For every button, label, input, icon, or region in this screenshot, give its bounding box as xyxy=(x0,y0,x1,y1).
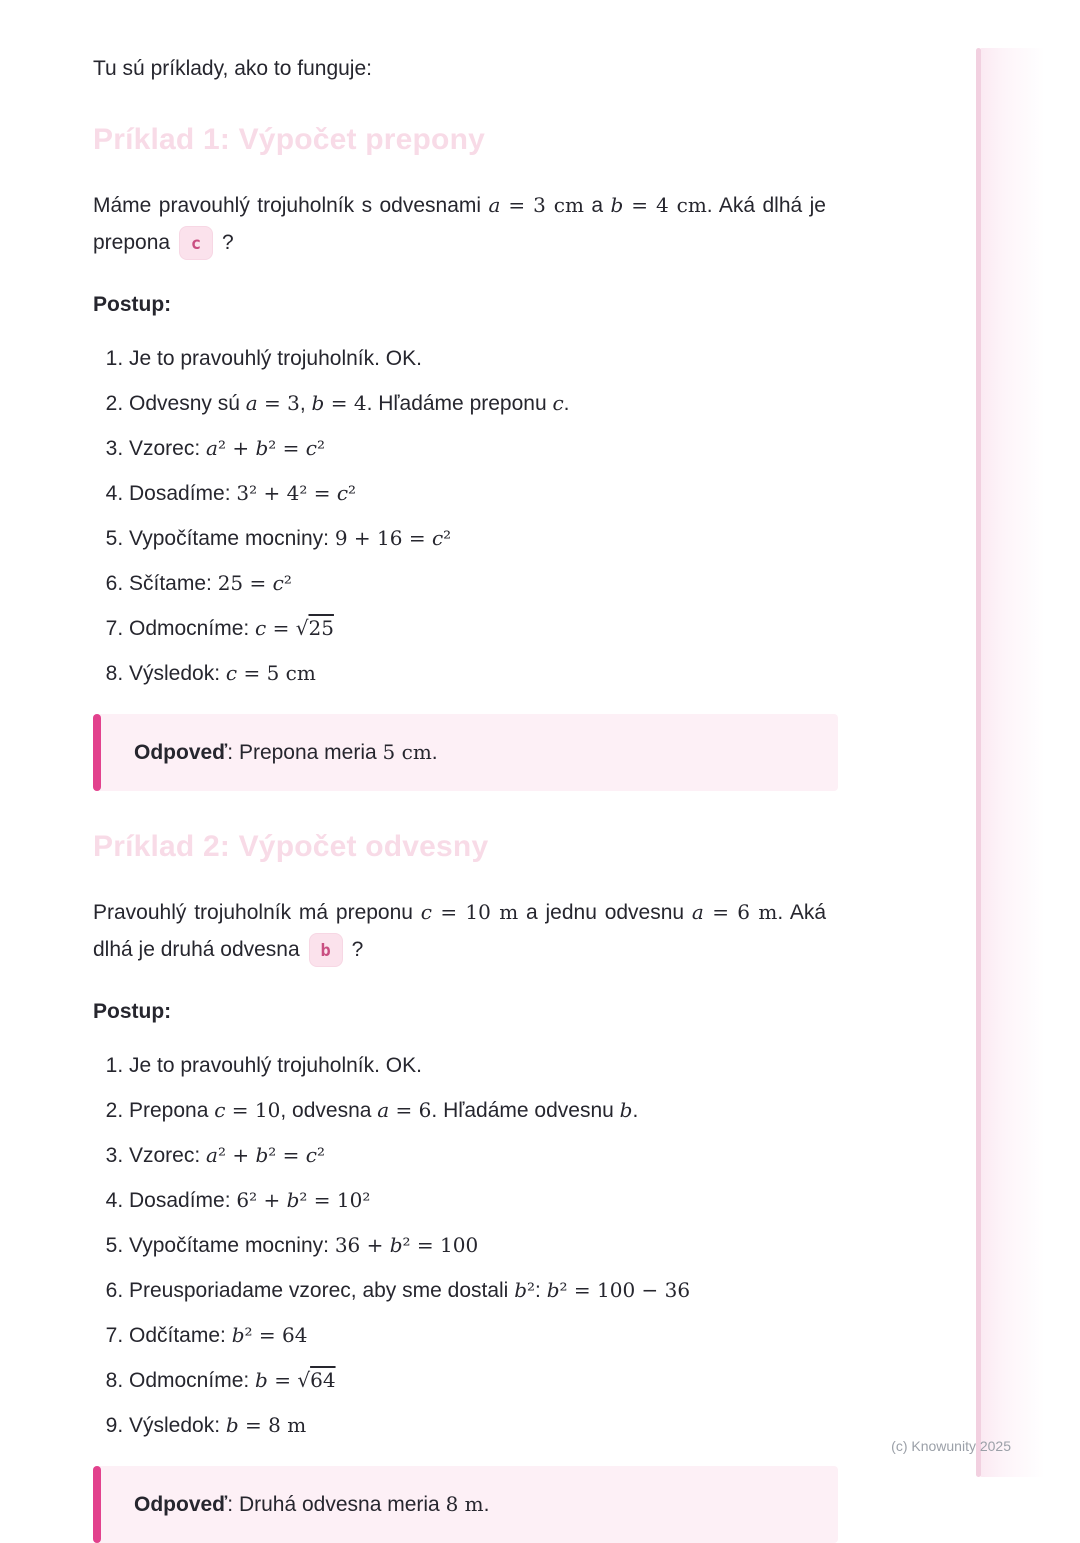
math-expression: a = 6 m xyxy=(691,900,778,924)
step-item: 4. Dosadíme: 3² + 4² = c² xyxy=(129,482,826,505)
step-item: 4. Dosadíme: 6² + b² = 10² xyxy=(129,1189,826,1212)
example-1-steps-list xyxy=(93,348,826,685)
math-expression: b = √64 xyxy=(255,1368,336,1392)
math-expression: c = 10 xyxy=(214,1098,281,1122)
sqrt-radical: √ xyxy=(295,616,309,640)
math-expression: c = 5 cm xyxy=(225,661,316,685)
callout-accent-bar xyxy=(93,1466,101,1543)
answer-text-1: Odpoveď: Prepona meria 5 cm. xyxy=(134,740,438,764)
answer-callout-2 xyxy=(93,1466,838,1543)
example-1-postup-label: Postup: xyxy=(93,293,172,316)
step-item: 8. Výsledok: c = 5 cm xyxy=(129,662,826,685)
example-2-section xyxy=(93,830,826,1543)
math-expression: 8 m xyxy=(445,1492,484,1516)
page-edge-accent-line xyxy=(976,48,981,1477)
step-item: 6. Preusporiadame vzorec, aby sme dostali b²: b² = 100 − 36 xyxy=(129,1279,826,1302)
math-expression: b² = 64 xyxy=(231,1323,308,1347)
sqrt-radical: √ xyxy=(297,1368,311,1392)
answer-label: Odpoveď xyxy=(134,741,228,764)
math-expression: 25 = c² xyxy=(217,571,292,595)
example-2-steps-list xyxy=(93,1055,826,1437)
answer-label: Odpoveď xyxy=(134,1493,228,1516)
intro-text: Tu sú príklady, ako to funguje: xyxy=(93,57,372,80)
math-expression: c xyxy=(552,391,564,415)
step-item: 2. Odvesny sú a = 3, b = 4. Hľadáme preponu c. xyxy=(129,392,826,415)
math-expression: 6² + b² = 10² xyxy=(236,1188,371,1212)
answer-text-2: Odpoveď: Druhá odvesna meria 8 m. xyxy=(134,1492,490,1516)
example-1-section xyxy=(93,123,826,791)
math-expression: a = 3 xyxy=(245,391,300,415)
step-item: 7. Odčítame: b² = 64 xyxy=(129,1324,826,1347)
answer-callout-1 xyxy=(93,714,838,791)
page-content xyxy=(93,57,826,1543)
example-2-heading: Príklad 2: Výpočet odvesny xyxy=(93,830,489,863)
math-expression: 3² + 4² = c² xyxy=(236,481,357,505)
step-item: 2. Prepona c = 10, odvesna a = 6. Hľadáme odvesnu b. xyxy=(129,1099,826,1122)
math-expression: a² + b² = c² xyxy=(206,436,326,460)
variable-badge: b xyxy=(309,933,343,967)
step-item: 3. Vzorec: a² + b² = c² xyxy=(129,1144,826,1167)
math-expression: b = 4 cm xyxy=(610,193,707,217)
step-item: 5. Vypočítame mocniny: 36 + b² = 100 xyxy=(129,1234,826,1257)
math-expression: 36 + b² = 100 xyxy=(334,1233,479,1257)
math-expression: a = 6 xyxy=(377,1098,432,1122)
step-item: 3. Vzorec: a² + b² = c² xyxy=(129,437,826,460)
math-expression: a² + b² = c² xyxy=(206,1143,326,1167)
callout-accent-bar xyxy=(93,714,101,791)
step-item: 9. Výsledok: b = 8 m xyxy=(129,1414,826,1437)
math-expression: 9 + 16 = c² xyxy=(334,526,452,550)
math-expression: b xyxy=(619,1098,633,1122)
math-expression: a = 3 cm xyxy=(488,193,584,217)
math-expression: b = 8 m xyxy=(225,1413,307,1437)
step-item: 6. Sčítame: 25 = c² xyxy=(129,572,826,595)
example-2-postup-label: Postup: xyxy=(93,1000,172,1023)
example-2-problem: Pravouhlý trojuholník má preponu c = 10 m a jednu odvesnu a = 6 m. Aká dlhá je druhá odvesna b ? xyxy=(93,894,826,968)
math-expression: 5 cm xyxy=(382,740,432,764)
math-expression: b² xyxy=(514,1278,536,1302)
step-item: 1. Je to pravouhlý trojuholník. OK. xyxy=(129,348,826,370)
step-item: 8. Odmocníme: b = √64 xyxy=(129,1369,826,1392)
math-expression: b² = 100 − 36 xyxy=(546,1278,691,1302)
step-item: 5. Vypočítame mocniny: 9 + 16 = c² xyxy=(129,527,826,550)
step-item: 7. Odmocníme: c = √25 xyxy=(129,617,826,640)
variable-badge: c xyxy=(179,226,213,260)
math-expression: b = 4 xyxy=(311,391,367,415)
step-item: 1. Je to pravouhlý trojuholník. OK. xyxy=(129,1055,826,1077)
example-1-heading: Príklad 1: Výpočet prepony xyxy=(93,123,485,156)
page-edge-panel xyxy=(980,48,1045,1477)
math-expression: c = 10 m xyxy=(420,900,519,924)
example-1-problem: Máme pravouhlý trojuholník s odvesnami a = 3 cm a b = 4 cm. Aká dlhá je prepona c ? xyxy=(93,187,826,261)
copyright-watermark: (c) Knowunity 2025 xyxy=(891,1438,1011,1454)
math-expression: c = √25 xyxy=(255,616,334,640)
